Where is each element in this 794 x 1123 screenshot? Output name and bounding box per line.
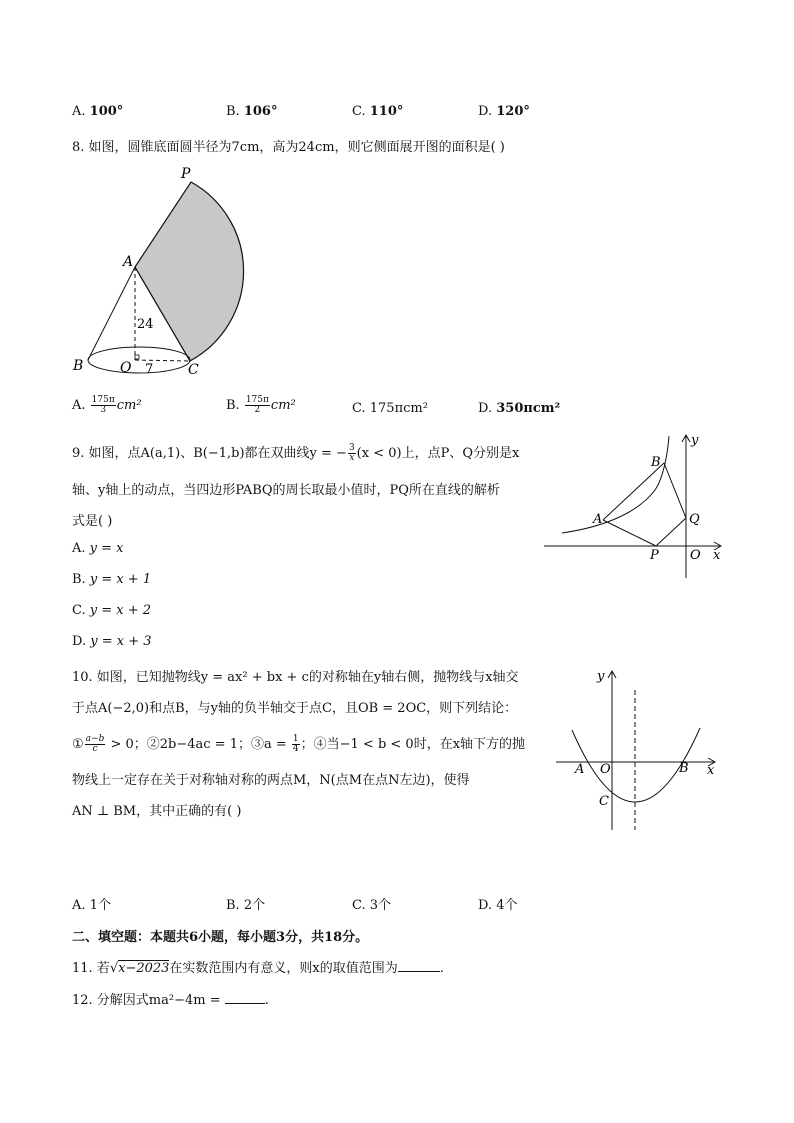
q8-cone-figure — [68, 160, 258, 380]
fraction: $\frac{175\pi}{3}$ — [91, 395, 115, 415]
unit: cm² — [270, 398, 296, 413]
q9-option-b: B. y = x + 1 — [72, 572, 152, 587]
q7-option-c — [352, 104, 403, 119]
q9-hyperbola-figure — [540, 430, 730, 580]
q9-option-d: D. y = x + 3 — [72, 634, 152, 649]
fraction: $\frac{3}{x}$ — [348, 443, 355, 463]
unit: cm² — [116, 398, 142, 413]
fraction: $\frac{175\pi}{2}$ — [245, 395, 269, 415]
q9-line1: 9. 如图，点A(a,1)、B(−1,b)都在双曲线y = − $\frac{3}{x}$ (x < 0)上，点P、Q分别是x — [72, 443, 520, 463]
q9-line3: 式是( ) — [72, 514, 113, 529]
q10-parabola-figure — [552, 660, 732, 840]
q11: 11. 若√x−2023在实数范围内有意义，则x的取值范围为 . — [72, 961, 444, 976]
label-radius: 7 — [145, 362, 154, 377]
q9-line2: 轴、y轴上的动点，当四边形PABQ的周长取最小值时，PQ所在直线的解析 — [72, 483, 500, 498]
q8-option-b — [226, 396, 296, 415]
option-letter: A. — [72, 104, 86, 119]
slant-ab — [88, 267, 135, 360]
option-letter: B. — [226, 398, 240, 413]
q9-option-a: A. y = x — [72, 541, 124, 556]
fraction: $\frac{1}{4}$ — [292, 734, 299, 754]
fraction: $\frac{a-b}{c}$ — [85, 734, 105, 754]
label-o: O — [600, 762, 611, 777]
segment-qp — [656, 518, 686, 546]
right-angle-mark — [135, 355, 139, 359]
option-letter: C. — [352, 401, 366, 416]
option-letter: C. — [352, 104, 366, 119]
label-o: O — [120, 360, 132, 376]
label-x: x — [713, 548, 721, 563]
hyperbola-curve — [562, 436, 669, 533]
q10-line3: ① $\frac{a-b}{c}$ > 0；②2b−4ac = 1；③a = $\frac{1}{4}$ ；④当−1 < b < 0时，在x轴下方的抛 — [72, 734, 526, 754]
label-c: C — [599, 794, 609, 809]
segment-bq — [664, 463, 686, 518]
label-p: P — [650, 548, 659, 563]
answer-blank[interactable] — [398, 971, 440, 972]
q7-option-d — [478, 104, 530, 119]
q10-option-a: A. 1个 — [72, 898, 111, 913]
q10-line5: AN ⊥ BM，其中正确的有( ) — [72, 804, 242, 819]
label-p: P — [181, 166, 191, 182]
option-letter: A. — [72, 398, 86, 413]
option-letter: D. — [478, 104, 493, 119]
section-heading: 二、填空题：本题共6小题，每小题3分，共18分。 — [72, 930, 369, 945]
q8-option-a — [72, 396, 142, 415]
label-b: B — [651, 455, 661, 470]
q8-option-d — [478, 401, 560, 416]
q9-option-c: C. y = x + 2 — [72, 603, 152, 618]
label-b: B — [679, 761, 689, 776]
label-b: B — [73, 358, 84, 374]
q10-line2: 于点A(−2,0)和点B，与y轴的负半轴交于点C，且OB = 2OC，则下列结论： — [72, 701, 518, 716]
answer-blank[interactable] — [225, 1003, 265, 1004]
option-text: 106° — [243, 104, 278, 119]
option-text: 120° — [496, 104, 530, 119]
q10-line1: 10. 如图，已知抛物线y = ax² + bx + c的对称轴在y轴右侧，抛物线与x轴交 — [72, 670, 519, 685]
q7-option-b — [226, 104, 277, 119]
option-letter: B. — [226, 104, 240, 119]
option-text: 350πcm² — [496, 401, 561, 416]
label-q: Q — [689, 512, 700, 527]
q7-option-a — [72, 104, 123, 119]
option-text: 110° — [369, 104, 404, 119]
q10-option-d: D. 4个 — [478, 898, 518, 913]
q8-option-c — [352, 401, 428, 416]
q10-option-c: C. 3个 — [352, 898, 392, 913]
segment-pa — [603, 520, 656, 546]
label-a: A — [575, 762, 585, 777]
label-y: y — [691, 433, 699, 448]
label-o: O — [690, 548, 701, 563]
option-text: 175πcm² — [369, 401, 428, 416]
option-text: 100° — [89, 104, 124, 119]
sqrt-sign: √ — [109, 961, 119, 976]
option-letter: D. — [478, 401, 493, 416]
label-c: C — [188, 362, 199, 378]
radicand: x−2023 — [118, 961, 170, 976]
q10-option-b: B. 2个 — [226, 898, 266, 913]
q12: 12. 分解因式ma²−4m = . — [72, 993, 269, 1008]
q10-line4: 物线上一定存在关于对称轴对称的两点M，N(点M在点N左边)，使得 — [72, 773, 470, 788]
label-a: A — [123, 254, 134, 270]
label-height: 24 — [137, 317, 154, 332]
segment-ab — [603, 463, 664, 520]
lateral-sector — [135, 182, 244, 361]
label-a: A — [593, 512, 603, 527]
label-x: x — [707, 763, 715, 778]
q8-stem: 8. 如图，圆锥底面圆半径为7cm，高为24cm，则它侧面展开图的面积是( ) — [72, 140, 505, 155]
label-y: y — [597, 669, 605, 684]
radius-line — [135, 360, 190, 361]
